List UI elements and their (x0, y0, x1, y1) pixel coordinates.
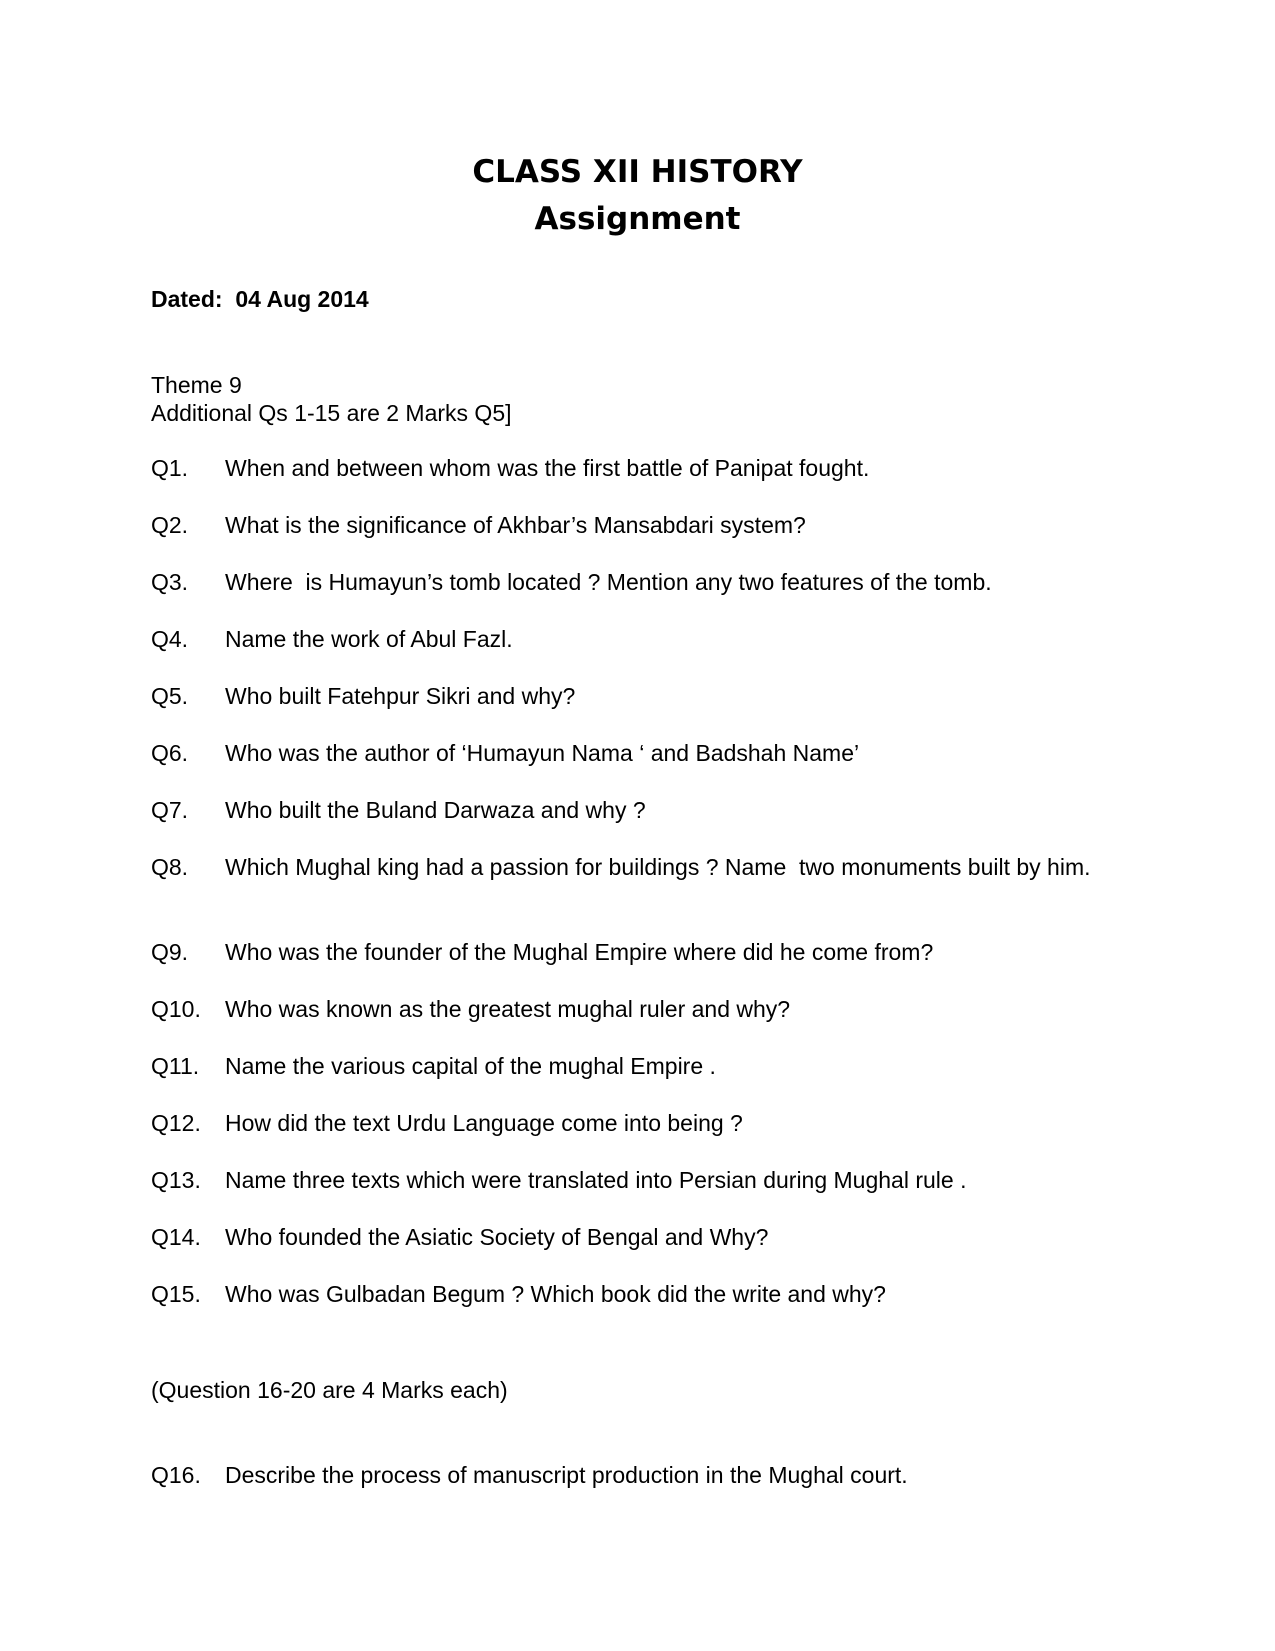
question-text: Who was the founder of the Mughal Empire where did he come from? (225, 939, 934, 965)
marks-instruction: Additional Qs 1-15 are 2 Marks Q5] (151, 400, 512, 426)
question-text: Who was the author of ‘Humayun Nama ‘ and Badshah Name’ (225, 740, 860, 766)
question-text: Name the work of Abul Fazl. (225, 626, 513, 652)
question-text: Who founded the Asiatic Society of Bengal and Why? (225, 1224, 769, 1250)
question-number: Q16. (151, 1462, 201, 1488)
question-number: Q7. (151, 797, 189, 823)
question-text: Describe the process of manuscript production in the Mughal court. (225, 1462, 908, 1488)
question-number: Q15. (151, 1281, 201, 1307)
document-title: CLASS XII HISTORY (472, 154, 803, 190)
question-number: Q9. (151, 939, 189, 965)
question-number: Q12. (151, 1110, 201, 1136)
question-number: Q14. (151, 1224, 201, 1250)
question-number: Q13. (151, 1167, 201, 1193)
question-number: Q5. (151, 683, 189, 709)
question-number: Q10. (151, 996, 201, 1022)
theme-line: Theme 9 (151, 372, 242, 398)
question-number: Q6. (151, 740, 189, 766)
question-text: Name three texts which were translated into Persian during Mughal rule . (225, 1167, 967, 1193)
question-number: Q1. (151, 455, 189, 481)
question-number: Q2. (151, 512, 189, 538)
question-text: When and between whom was the first battle of Panipat fought. (225, 455, 870, 481)
question-text: Who was known as the greatest mughal ruler and why? (225, 996, 791, 1022)
question-text: How did the text Urdu Language come into being ? (225, 1110, 743, 1136)
document-subtitle: Assignment (534, 201, 741, 237)
marks-note: (Question 16-20 are 4 Marks each) (151, 1377, 508, 1403)
question-text: Where is Humayun’s tomb located ? Mention any two features of the tomb. (225, 569, 992, 595)
question-number: Q8. (151, 854, 189, 880)
question-text: Who built Fatehpur Sikri and why? (225, 683, 576, 709)
question-number: Q4. (151, 626, 189, 652)
question-text: Who built the Buland Darwaza and why ? (225, 797, 646, 823)
question-text: Who was Gulbadan Begum ? Which book did the write and why? (225, 1281, 886, 1307)
question-text: Name the various capital of the mughal Empire . (225, 1053, 716, 1079)
question-text: Which Mughal king had a passion for buildings ? Name two monuments built by him. (225, 854, 1091, 880)
question-number: Q3. (151, 569, 189, 595)
date-line: Dated: 04 Aug 2014 (151, 286, 369, 312)
question-number: Q11. (151, 1053, 200, 1079)
question-text: What is the significance of Akhbar’s Mansabdari system? (225, 512, 806, 538)
